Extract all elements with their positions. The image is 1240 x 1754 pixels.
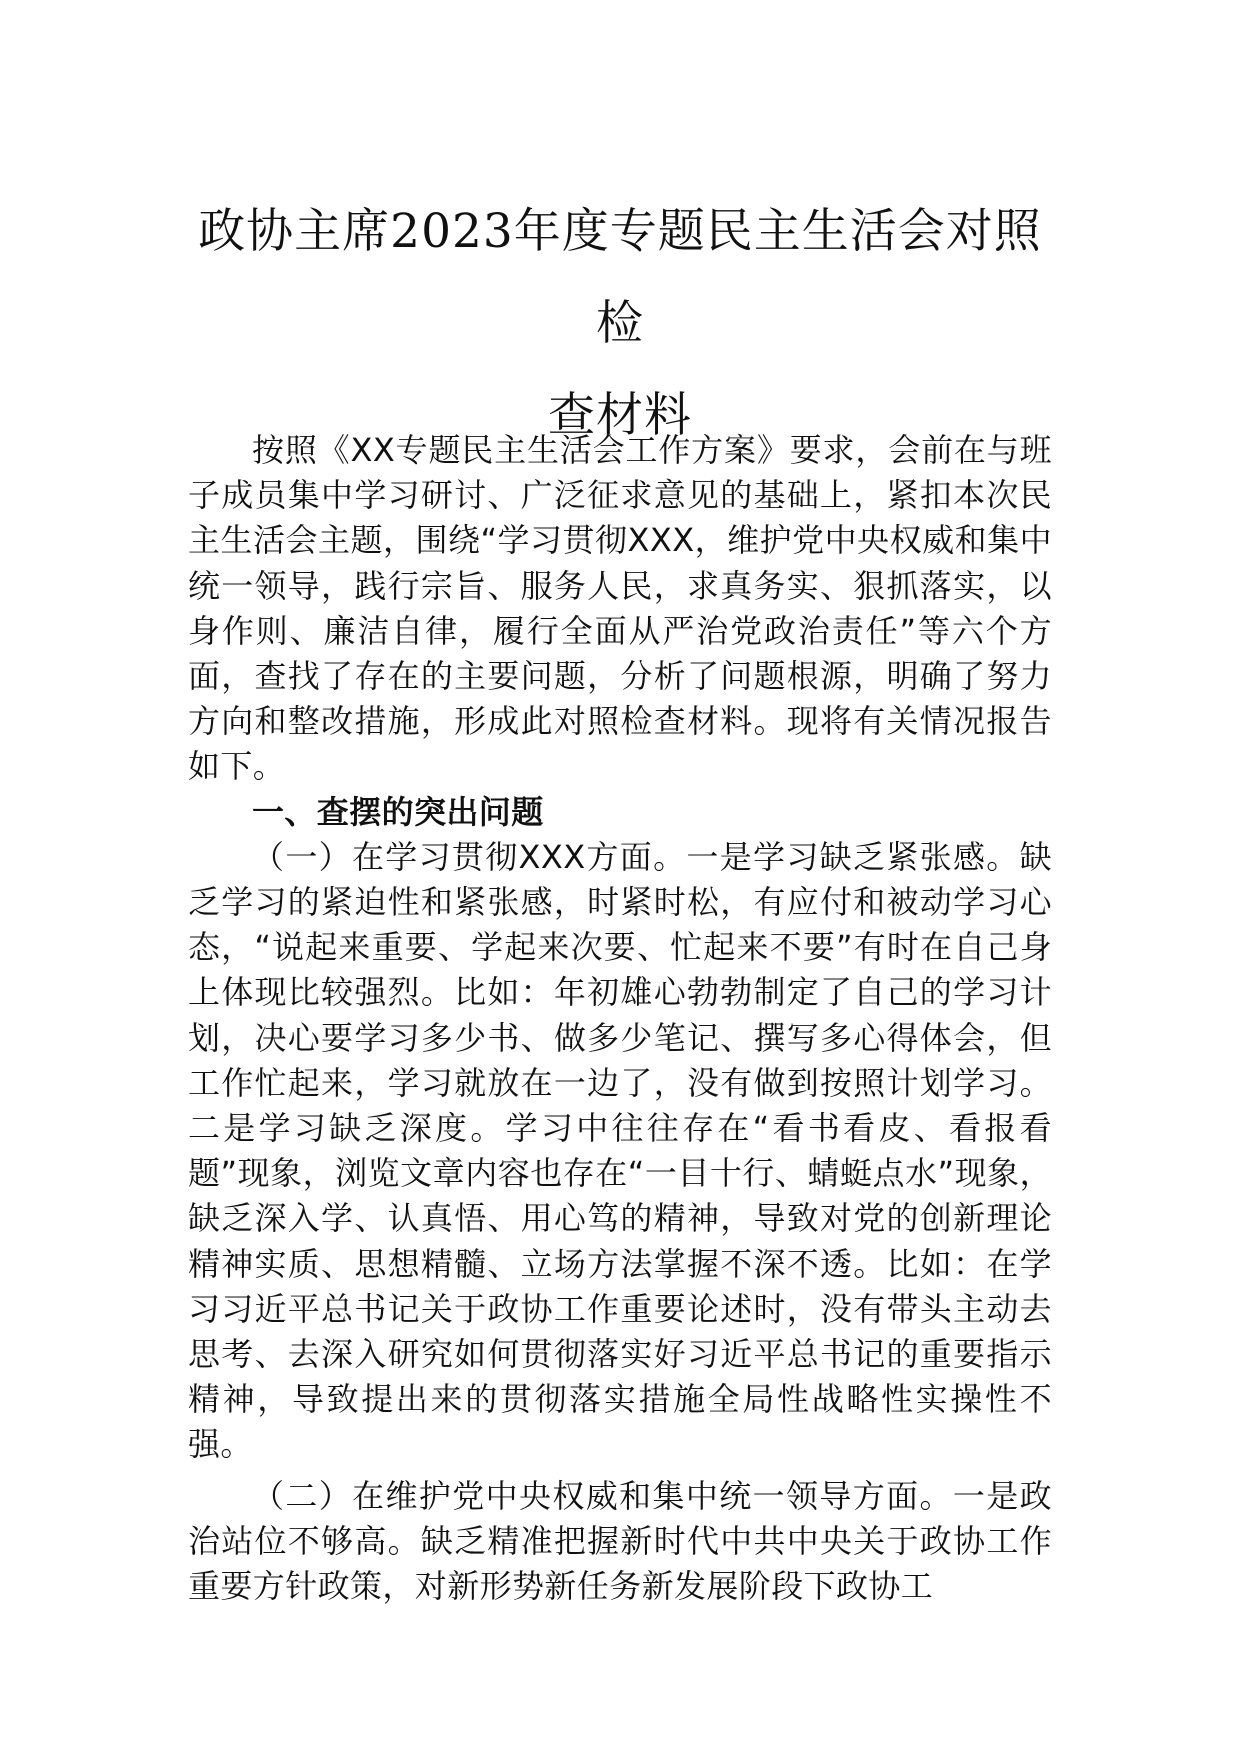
body-paragraph: （二）在维护党中央权威和集中统一领导方面。一是政治站位不够高。缺乏精准把握新时代中共中央关于政协工作重要方针政策，对新形势新任务新发展阶段下政协工 — [188, 1476, 1052, 1606]
intro-paragraph: 按照《XX专题民主生活会工作方案》要求，会前在与班子成员集中学习研讨、广泛征求意见的基础上，紧扣本次民主生活会主题，围绕“学习贯彻XXX，维护党中央权威和集中统一领导，践行宗旨、服务人民，求真务实、狠抓落实，以身作则、廉洁自律，履行全面从严治党政治责任”等六个方面，查找了存在的主要问题，分析了问题根源，明确了努力方向和整改措施，形成此对照检查材料。现将有关情况报告如下。 — [188, 431, 1052, 786]
title-line-1: 政协主席2023年度专题民主生活会对照检 — [198, 204, 1042, 351]
document-title — [180, 186, 1060, 462]
body-paragraph: （一）在学习贯彻XXX方面。一是学习缺乏紧张感。缺乏学习的紧迫性和紧张感，时紧时松，有应付和被动学习心态，“说起来重要、学起来次要、忙起来不要”有时在自己身上体现比较强烈。比如：年初雄心勃勃制定了自己的学习计划，决心要学习多少书、做多少笔记、撰写多心得体会，但工作忙起来，学习就放在一边了，没有做到按照计划学习。二是学习缺乏深度。学习中往往存在“看书看皮、看报看题”现象，浏览文章内容也存在“一目十行、蜻蜓点水”现象，缺乏深入学、认真悟、用心笃的精神，导致对党的创新理论精神实质、思想精髓、立场方法掌握不深不透。比如：在学习习近平总书记关于政协工作重要论述时，没有带头主动去思考、去深入研究如何贯彻落实好习近平总书记的重要指示精神，导致提出来的贯彻落实措施全局性战略性实操性不强。 — [188, 837, 1052, 1464]
section-heading: 一、查摆的突出问题 — [252, 792, 544, 831]
title-line-2: 查材料 — [548, 388, 692, 443]
document-body — [188, 428, 1052, 1609]
